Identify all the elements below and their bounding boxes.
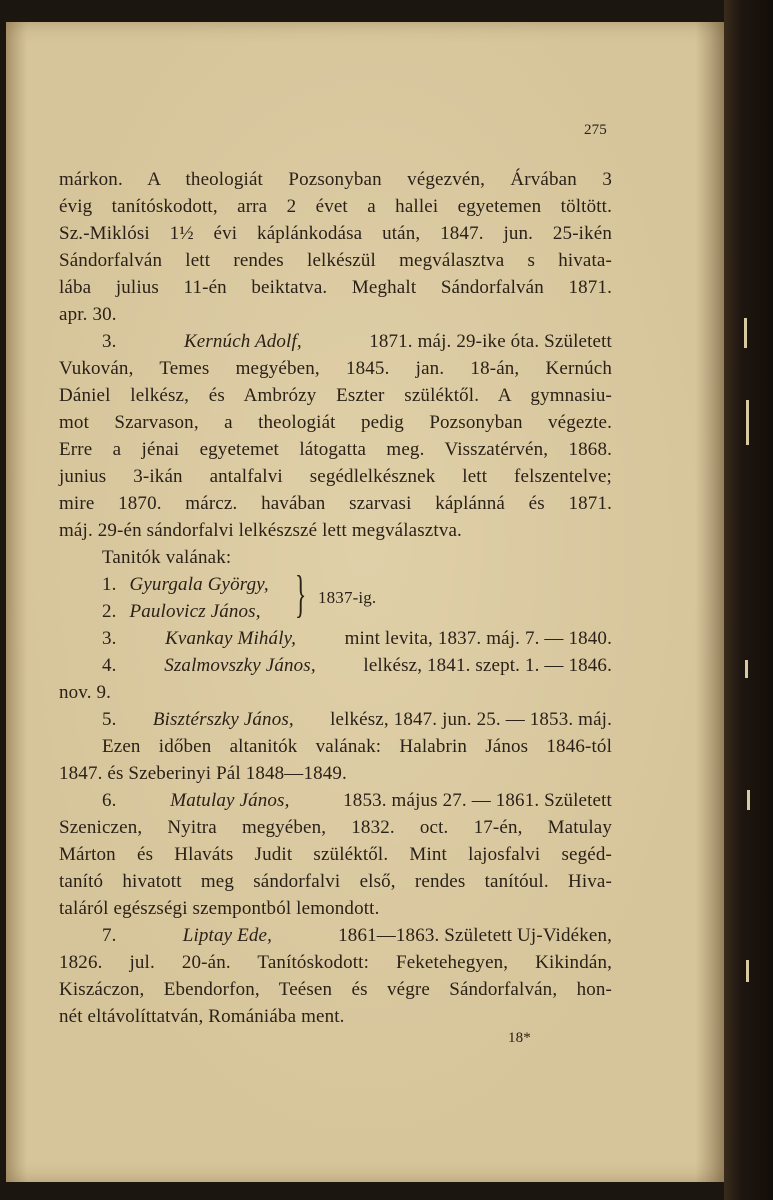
person-name: Gyurgala György, [129,574,269,595]
text-line: Kiszáczon, Ebendorfon, Teésen és végre Sándorfalván, hon- [59,979,612,1000]
entry-number: 5. [102,709,117,730]
entry-number: 6. [102,790,117,811]
text-line: lába julius 11-én beiktatva. Meghalt Sándorfalván 1871. [59,277,612,298]
text-line: 1826. jul. 20-án. Tanítóskodott: Feketehegyen, Kikindán, [59,952,612,973]
entry-number: 1. [102,574,117,595]
person-name: Liptay Ede, [182,925,272,946]
text-line: mot Szarvason, a theologiát pedig Pozsonyban végezte. [59,412,612,433]
text-line: Erre a jénai egyetemet látogatta meg. Visszatérvén, 1868. [59,439,612,460]
text-line: máj. 29-én sándorfalvi lelkészszé lett megválasztva. [59,520,462,541]
entry-number: 3. [102,331,117,352]
entry-number: 7. [102,925,117,946]
page-number: 275 [584,122,607,138]
teachers-heading: Tanitók valának: [102,547,232,568]
teacher-1 [102,573,269,597]
text-line: Sándorfalván lett rendes lelkészül megválasztva s hivata- [59,250,612,271]
teacher-3 [102,627,612,651]
entry-text: 1853. május 27. — 1861. Született [343,790,612,811]
entry-text: lelkész, 1847. jun. 25. — 1853. máj. [330,709,612,730]
person-name: Kernúch Adolf, [183,331,302,352]
printer-signature: 18* [508,1030,531,1046]
text-line: Sz.-Miklósi 1½ évi káplánkodása után, 1847. jun. 25-ikén [59,223,612,244]
curly-brace: } [295,566,307,623]
teacher-2 [102,600,261,624]
text-line: mire 1870. márcz. havában szarvasi káplánná és 1871. [59,493,612,514]
entry-number: 4. [102,655,117,676]
person-name: Szalmovszky János, [164,655,316,676]
text-line: tanító hivatott meg sándorfalvi első, rendes tanítóul. Hiva- [59,871,612,892]
text-line: apr. 30. [59,304,117,325]
teacher-5 [102,708,612,732]
text-line: Márton és Hlaváts Judit szüléktől. Mint lajosfalvi segéd- [59,844,612,865]
person-name: Bisztérszky János, [152,709,294,730]
entry-number: 2. [102,601,117,622]
text-line: taláról egészségi szempontból lemondott. [59,898,380,919]
person-name: Matulay János, [170,790,290,811]
entry-3-first-line [102,330,612,354]
entry-text: 1871. máj. 29-ike óta. Született [369,331,612,352]
person-name: Kvankay Mihály, [165,628,297,649]
teacher-4 [102,654,612,678]
text-line: évig tanítóskodott, arra 2 évet a hallei egyetemen töltött. [59,196,612,217]
text-line: Szeniczen, Nyitra megyében, 1832. oct. 17-én, Matulay [59,817,612,838]
text-line: nov. 9. [59,682,112,703]
teacher-6 [102,789,612,813]
entry-text: mint levita, 1837. máj. 7. — 1840. [344,628,612,649]
text-line: junius 3-ikán antalfalvi segédlelkésznek lett felszentelve; [59,466,612,487]
text-line: Dániel lelkész, és Ambrózy Eszter szüléktől. A gymnasiu- [59,385,612,406]
text-line: márkon. A theologiát Pozsonyban végezvén, Árvában 3 [59,169,612,190]
teacher-7 [102,924,612,948]
entry-text: lelkész, 1841. szept. 1. — 1846. [363,655,612,676]
person-name: Paulovicz János, [129,601,261,622]
text-line: Vukován, Temes megyében, 1845. jan. 18-án, Kernúch [59,358,612,379]
text-line: nét eltávolíttatván, Romániába ment. [59,1006,345,1027]
text-line: 1847. és Szeberinyi Pál 1848—1849. [59,763,347,784]
brace-date: 1837-ig. [318,588,377,607]
entry-number: 3. [102,628,117,649]
entry-text: 1861—1863. Született Uj-Vidéken, [338,925,612,946]
text-line: Ezen időben altanitók valának: Halabrin János 1846-tól [102,736,612,757]
